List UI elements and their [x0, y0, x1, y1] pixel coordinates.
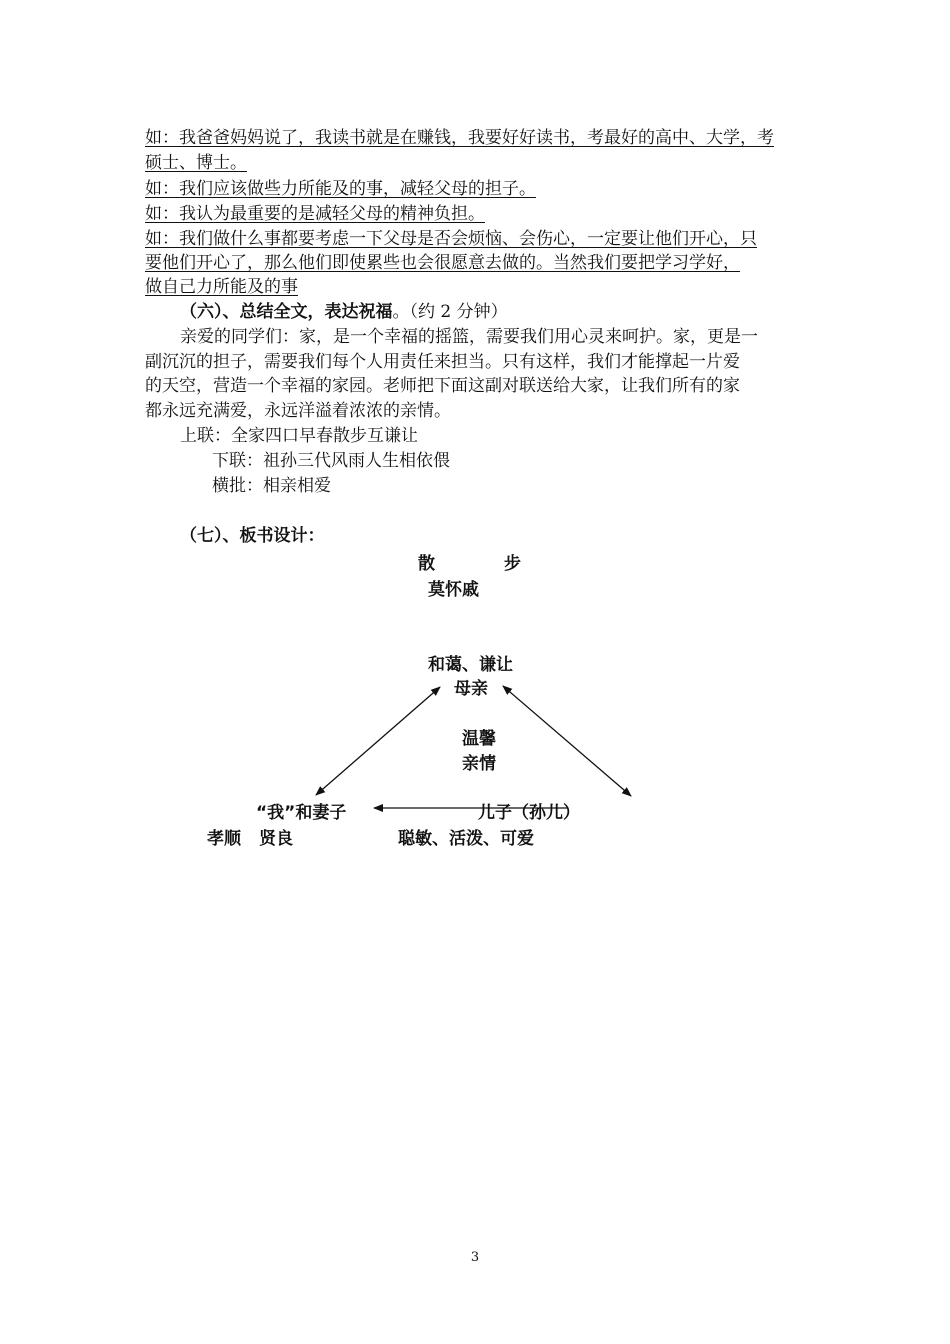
board-author: 莫怀戚 — [428, 580, 479, 600]
arrow-mother-to-me — [316, 687, 440, 795]
me-and-wife-label: “我”和妻子 — [256, 803, 347, 823]
section-six-note: 。（约 2 分钟） — [392, 302, 508, 322]
example-line: 如：我们做什么事都要考虑一下父母是否会烦恼、会伤心，一定要让他们开心，只 — [145, 229, 757, 249]
example-line: 做自己力所能及的事 — [145, 277, 298, 297]
board-title-right: 步 — [504, 554, 521, 574]
wife-traits: 贤良 — [259, 829, 293, 849]
me-traits: 孝顺 — [207, 829, 241, 849]
paragraph-line: 亲爱的同学们：家，是一个幸福的摇篮，需要我们用心灵来呵护。家，更是一 — [180, 327, 758, 347]
example-line: 如：我们应该做些力所能及的事，减轻父母的担子。 — [145, 179, 536, 199]
section-six-title: （六）、总结全文，表达祝福 — [180, 302, 393, 322]
couplet-upper: 上联：全家四口早春散步互谦让 — [180, 426, 418, 446]
example-line: 硕士、博士。 — [145, 153, 247, 173]
mother-label: 母亲 — [454, 679, 488, 699]
arrow-mother-to-son — [503, 686, 631, 796]
example-line: 如：我爸爸妈妈说了，我读书就是在赚钱，我要好好读书，考最好的高中、大学，考 — [145, 128, 774, 148]
paragraph-line: 副沉沉的担子，需要我们每个人用责任来担当。只有这样，我们才能撑起一片爱 — [145, 352, 740, 372]
couplet-lower: 下联：祖孙三代风雨人生相依偎 — [212, 451, 450, 471]
couplet-horizontal: 横批：相亲相爱 — [212, 476, 331, 496]
section-seven-heading: （七）、板书设计： — [180, 526, 325, 546]
page-number: 3 — [470, 1250, 480, 1265]
example-line: 要他们开心了，那么他们即使累些也会很愿意去做的。当然我们要把学习学好， — [145, 253, 740, 273]
center-label-affection: 亲情 — [462, 754, 496, 774]
center-label-warmth: 温馨 — [462, 729, 496, 749]
paragraph-line: 的天空，营造一个幸福的家园。老师把下面这副对联送给大家，让我们所有的家 — [145, 376, 740, 396]
example-line: 如：我认为最重要的是减轻父母的精神负担。 — [145, 204, 485, 224]
paragraph-line: 都永远充满爱，永远洋溢着浓浓的亲情。 — [145, 401, 451, 421]
board-title-left: 散 — [418, 554, 435, 574]
son-traits: 聪敏、活泼、可爱 — [398, 829, 534, 849]
mother-traits: 和蔼、谦让 — [428, 655, 513, 675]
son-label: 儿子（孙儿） — [478, 803, 580, 823]
